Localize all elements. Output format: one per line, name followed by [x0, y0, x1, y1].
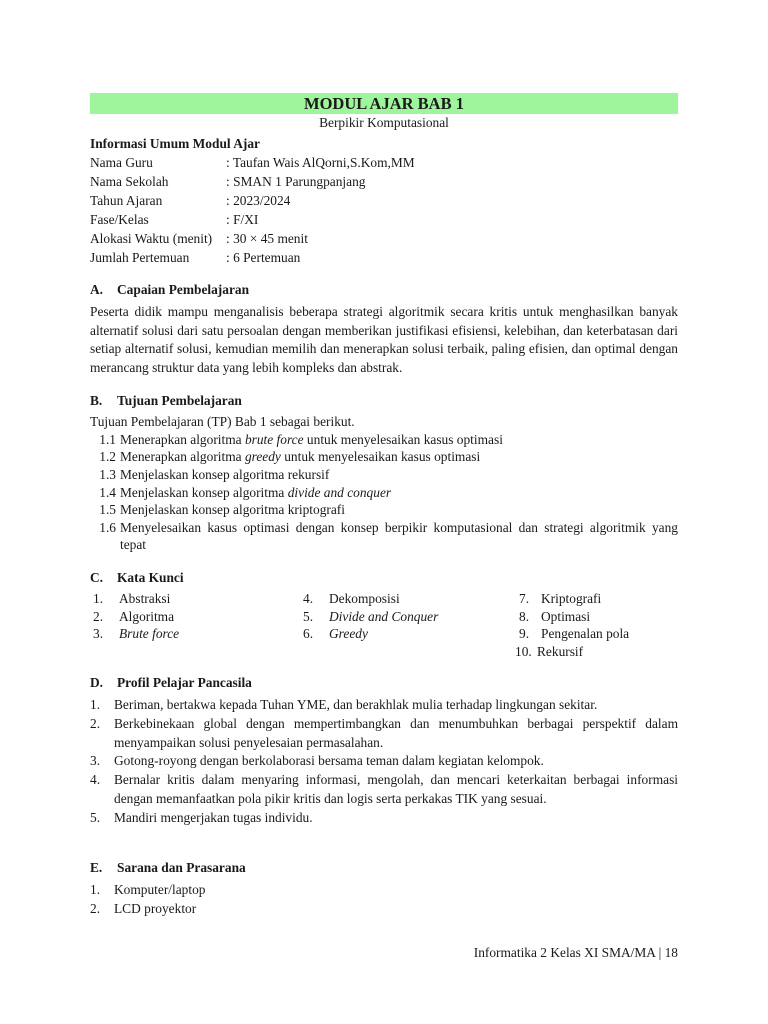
keyword-item	[515, 590, 675, 608]
section-letter: B.	[90, 392, 103, 408]
item-number: 1.	[90, 697, 101, 713]
list-item	[90, 431, 678, 449]
item-text-pre: Menerapkan algoritma	[120, 449, 245, 465]
keyword-item	[515, 608, 675, 626]
item-number: 1.1	[99, 431, 116, 447]
list-item	[90, 696, 678, 715]
item-number: 1.	[93, 590, 104, 606]
item-text-pre: Menjelaskan konsep algoritma	[120, 484, 288, 500]
section-a-heading	[90, 281, 678, 299]
info-row	[90, 229, 678, 248]
item-text: Brute force	[119, 626, 180, 642]
keyword-item	[93, 608, 303, 626]
item-text: Divide and Conquer	[329, 608, 439, 624]
info-row	[90, 210, 678, 229]
item-number: 2.	[90, 716, 101, 732]
info-row	[90, 248, 678, 267]
section-title: Tujuan Pembelajaran	[117, 392, 242, 408]
item-text-post: untuk menyelesaikan kasus optimasi	[303, 431, 503, 447]
section-title: Profil Pelajar Pancasila	[117, 675, 252, 691]
item-number: 1.6	[99, 519, 116, 535]
item-text	[116, 484, 678, 502]
item-text-emphasis: divide and conquer	[287, 484, 392, 500]
item-text: Abstraksi	[119, 590, 171, 606]
item-number: 4.	[303, 590, 314, 606]
list-item	[90, 881, 678, 900]
profile-list	[90, 696, 678, 827]
info-heading: Informasi Umum Modul Ajar	[90, 136, 260, 151]
info-row	[90, 191, 678, 210]
item-number: 5.	[90, 809, 101, 825]
keyword-item	[303, 625, 515, 643]
keyword-column	[303, 590, 515, 660]
info-key: Alokasi Waktu (menit)	[90, 231, 213, 246]
item-number: 10.	[515, 643, 532, 659]
facility-list	[90, 881, 678, 918]
item-text: Pengenalan pola	[541, 626, 630, 642]
item-text: Menyelesaikan kasus optimasi dengan konsep berpikir komputasional dan strategi algoritmik yang tepat	[120, 519, 678, 553]
item-text: Rekursif	[537, 643, 584, 659]
item-number: 1.5	[99, 502, 116, 518]
list-item	[90, 501, 678, 519]
section-e-heading	[90, 859, 678, 877]
list-item	[90, 771, 678, 808]
item-text-post: untuk menyelesaikan kasus optimasi	[280, 449, 481, 465]
info-key: Tahun Ajaran	[90, 193, 163, 208]
info-row	[90, 172, 678, 191]
document-page	[90, 93, 678, 919]
list-item	[90, 466, 678, 484]
keyword-grid	[90, 590, 678, 660]
item-text: Komputer/laptop	[114, 882, 206, 898]
item-text: Gotong-royong dengan berkolaborasi bersama teman dalam kegiatan kelompok.	[114, 753, 544, 769]
item-number: 5.	[303, 608, 314, 624]
item-text: Bernalar kritis dalam menyaring informasi, mengolah, dan mencari keterkaitan berbagai informasi dengan memanfaatkan pola pikir kritis dan logis serta perkakas TIK yang sesuai.	[114, 772, 678, 806]
item-number: 4.	[90, 772, 101, 788]
item-number: 7.	[519, 590, 530, 606]
item-text: Menjelaskan konsep algoritma kriptografi	[120, 502, 345, 518]
info-value: : SMAN 1 Parungpanjang	[226, 174, 366, 189]
keyword-item	[303, 608, 515, 626]
item-text: Berkebinekaan global dengan mempertimbangkan dan menumbuhkan berbagai perspektif dalam menyampaikan solusi penyelesaian permasalahan.	[114, 716, 678, 750]
section-b-heading	[90, 392, 678, 410]
item-number: 8.	[519, 608, 530, 624]
keyword-item	[515, 625, 675, 643]
item-text: Greedy	[329, 626, 368, 642]
item-text	[116, 431, 678, 449]
list-item	[90, 484, 678, 502]
info-key: Nama Guru	[90, 155, 153, 170]
section-letter: C.	[90, 569, 104, 585]
info-table	[90, 153, 678, 267]
item-text: Menjelaskan konsep algoritma rekursif	[120, 467, 330, 482]
keyword-column	[90, 590, 303, 660]
item-text: Mandiri mengerjakan tugas individu.	[114, 809, 313, 825]
tp-list	[90, 431, 678, 554]
info-value: : 2023/2024	[226, 193, 291, 208]
item-text: LCD proyektor	[114, 900, 197, 916]
info-value: : Taufan Wais AlQorni,S.Kom,MM	[226, 155, 415, 170]
info-value: : F/XI	[226, 212, 259, 227]
item-number: 1.3	[99, 467, 116, 482]
list-item	[90, 752, 678, 771]
item-text: Kriptografi	[541, 590, 602, 606]
keyword-item	[93, 590, 303, 608]
info-key: Fase/Kelas	[90, 212, 149, 227]
item-number: 1.4	[99, 484, 116, 500]
section-d-heading	[90, 674, 678, 692]
item-number: 6.	[303, 626, 314, 642]
item-number: 2.	[93, 608, 104, 624]
item-text-emphasis: greedy	[244, 449, 281, 465]
list-item	[90, 900, 678, 919]
keyword-item	[303, 590, 515, 608]
info-value: : 30 × 45 menit	[226, 231, 308, 246]
item-number: 3.	[93, 626, 104, 642]
section-letter: E.	[90, 860, 103, 876]
section-c-heading	[90, 569, 678, 587]
info-value: : 6 Pertemuan	[226, 250, 301, 265]
keyword-column	[515, 590, 675, 660]
item-text-emphasis: brute force	[244, 431, 304, 447]
page-footer: Informatika 2 Kelas XI SMA/MA | 18	[473, 945, 678, 960]
item-text: Optimasi	[541, 608, 591, 624]
info-row	[90, 153, 678, 172]
section-b-intro: Tujuan Pembelajaran (TP) Bab 1 sebagai berikut.	[90, 413, 355, 429]
list-item	[90, 519, 678, 554]
list-item	[90, 809, 678, 828]
keyword-item	[93, 625, 303, 643]
item-text	[116, 448, 678, 466]
list-item	[90, 715, 678, 752]
item-number: 9.	[519, 626, 530, 642]
info-key: Nama Sekolah	[90, 174, 169, 189]
section-title: Sarana dan Prasarana	[117, 860, 246, 876]
section-letter: D.	[90, 675, 104, 691]
item-text: Beriman, bertakwa kepada Tuhan YME, dan berakhlak mulia terhadap lingkungan sekitar.	[114, 697, 598, 713]
keyword-item	[515, 643, 675, 661]
section-title: Capaian Pembelajaran	[117, 282, 250, 297]
module-subtitle: Berpikir Komputasional	[319, 115, 449, 130]
section-title: Kata Kunci	[117, 569, 184, 585]
item-number: 1.2	[99, 449, 116, 465]
item-text: Algoritma	[119, 608, 175, 624]
section-letter: A.	[90, 282, 104, 297]
module-title: MODUL AJAR BAB 1	[90, 93, 678, 114]
section-a-text: Peserta didik mampu menganalisis beberapa strategi algoritmik secara kritis untuk menghasilkan banyak alternatif solusi dari satu persoalan dengan memberikan justifikasi efisiensi, kelebihan, dan keterbatasan dari setiap alternatif solusi, kemudian memilih dan menerapkan solusi terbaik, paling efisien, dan optimal dengan merancang struktur data yang lebih kompleks dan abstrak.	[90, 304, 678, 376]
list-item	[90, 448, 678, 466]
item-text-pre: Menerapkan algoritma	[120, 431, 245, 447]
item-text: Dekomposisi	[329, 590, 400, 606]
item-number: 2.	[90, 900, 101, 916]
item-number: 3.	[90, 753, 101, 769]
info-key: Jumlah Pertemuan	[90, 250, 190, 265]
item-number: 1.	[90, 882, 101, 898]
